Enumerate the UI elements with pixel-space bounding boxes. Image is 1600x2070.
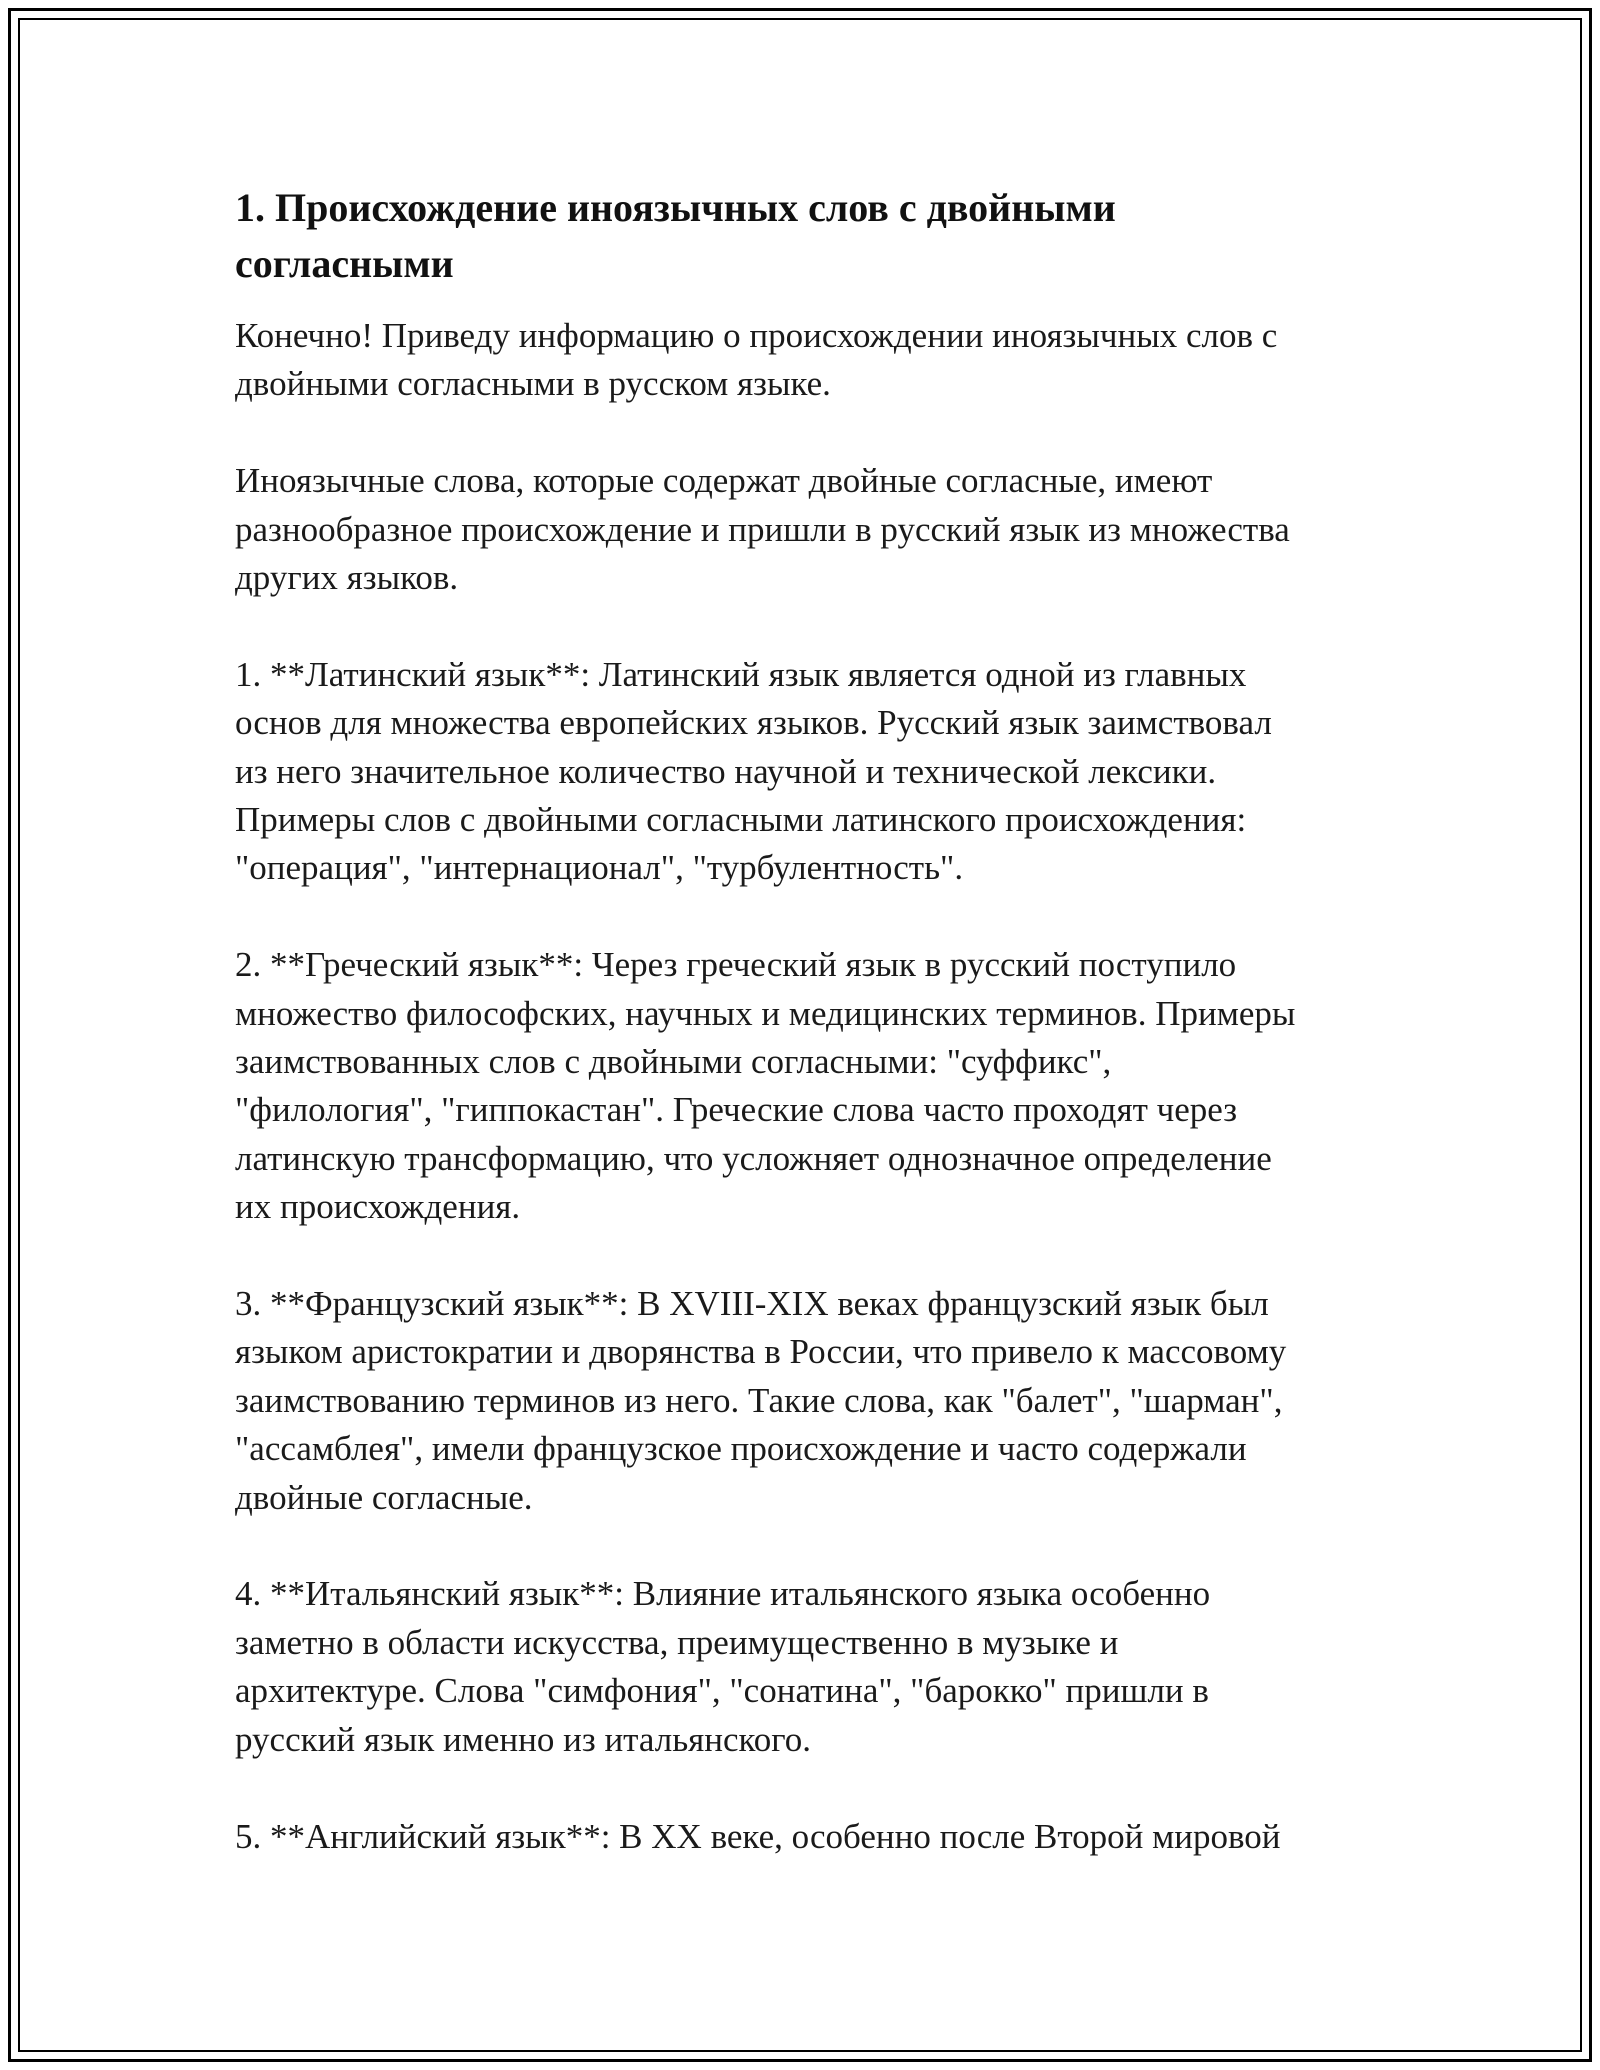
- text-line: 3. **Французский язык**: В XVIII-XIX веках французский язык был: [235, 1284, 1269, 1324]
- text-line: двойные согласные.: [235, 1477, 533, 1517]
- text-line: заметно в области искусства, преимущественно в музыке и: [235, 1622, 1119, 1662]
- text-line: "филология", "гиппокастан". Греческие слова часто проходят через: [235, 1090, 1238, 1130]
- document-title: [235, 180, 1370, 292]
- text-line: основ для множества европейских языков. Русский язык заимствовал: [235, 703, 1272, 743]
- paragraph-french: [235, 1280, 1370, 1522]
- text-line: из него значительное количество научной и технической лексики.: [235, 751, 1217, 791]
- document-body: [235, 180, 1370, 1909]
- text-line: 4. **Итальянский язык**: Влияние итальянского языка особенно: [235, 1574, 1211, 1614]
- paragraph-latin: [235, 651, 1370, 893]
- title-line: 1. Происхождение иноязычных слов с двойными: [235, 185, 1116, 230]
- title-line: согласными: [235, 241, 454, 286]
- paragraph-overview: [235, 457, 1370, 602]
- text-line: заимствованных слов с двойными согласными: "суффикс",: [235, 1042, 1112, 1082]
- text-line: других языков.: [235, 558, 459, 598]
- text-line: Иноязычные слова, которые содержат двойные согласные, имеют: [235, 461, 1213, 501]
- text-line: двойными согласными в русском языке.: [235, 364, 831, 404]
- paragraph-greek: [235, 941, 1370, 1231]
- text-line: латинскую трансформацию, что усложняет однозначное определение: [235, 1138, 1272, 1178]
- paragraph-italian: [235, 1570, 1370, 1764]
- text-line: "ассамблея", имели французское происхождение и часто содержали: [235, 1429, 1247, 1469]
- text-line: заимствованию терминов из него. Такие слова, как "балет", "шарман",: [235, 1380, 1283, 1420]
- text-line: 5. **Английский язык**: В XX веке, особенно после Второй мировой: [235, 1816, 1281, 1856]
- text-line: "операция", "интернационал", "турбулентность".: [235, 848, 964, 888]
- text-line: Примеры слов с двойными согласными латинского происхождения:: [235, 800, 1247, 840]
- text-line: 2. **Греческий язык**: Через греческий язык в русский поступило: [235, 945, 1237, 985]
- text-line: русский язык именно из итальянского.: [235, 1719, 811, 1759]
- text-line: множество философских, научных и медицинских терминов. Примеры: [235, 993, 1296, 1033]
- text-line: архитектуре. Слова "симфония", "сонатина", "барокко" пришли в: [235, 1671, 1209, 1711]
- paragraph-english: [235, 1813, 1370, 1861]
- text-line: Конечно! Приведу информацию о происхождении иноязычных слов с: [235, 316, 1278, 355]
- text-line: их происхождения.: [235, 1187, 521, 1227]
- paragraph-intro: [235, 312, 1370, 409]
- text-line: языком аристократии и дворянства в России, что привело к массовому: [235, 1332, 1287, 1372]
- text-line: разнообразное происхождение и пришли в русский язык из множества: [235, 509, 1290, 549]
- text-line: 1. **Латинский язык**: Латинский язык является одной из главных: [235, 654, 1247, 694]
